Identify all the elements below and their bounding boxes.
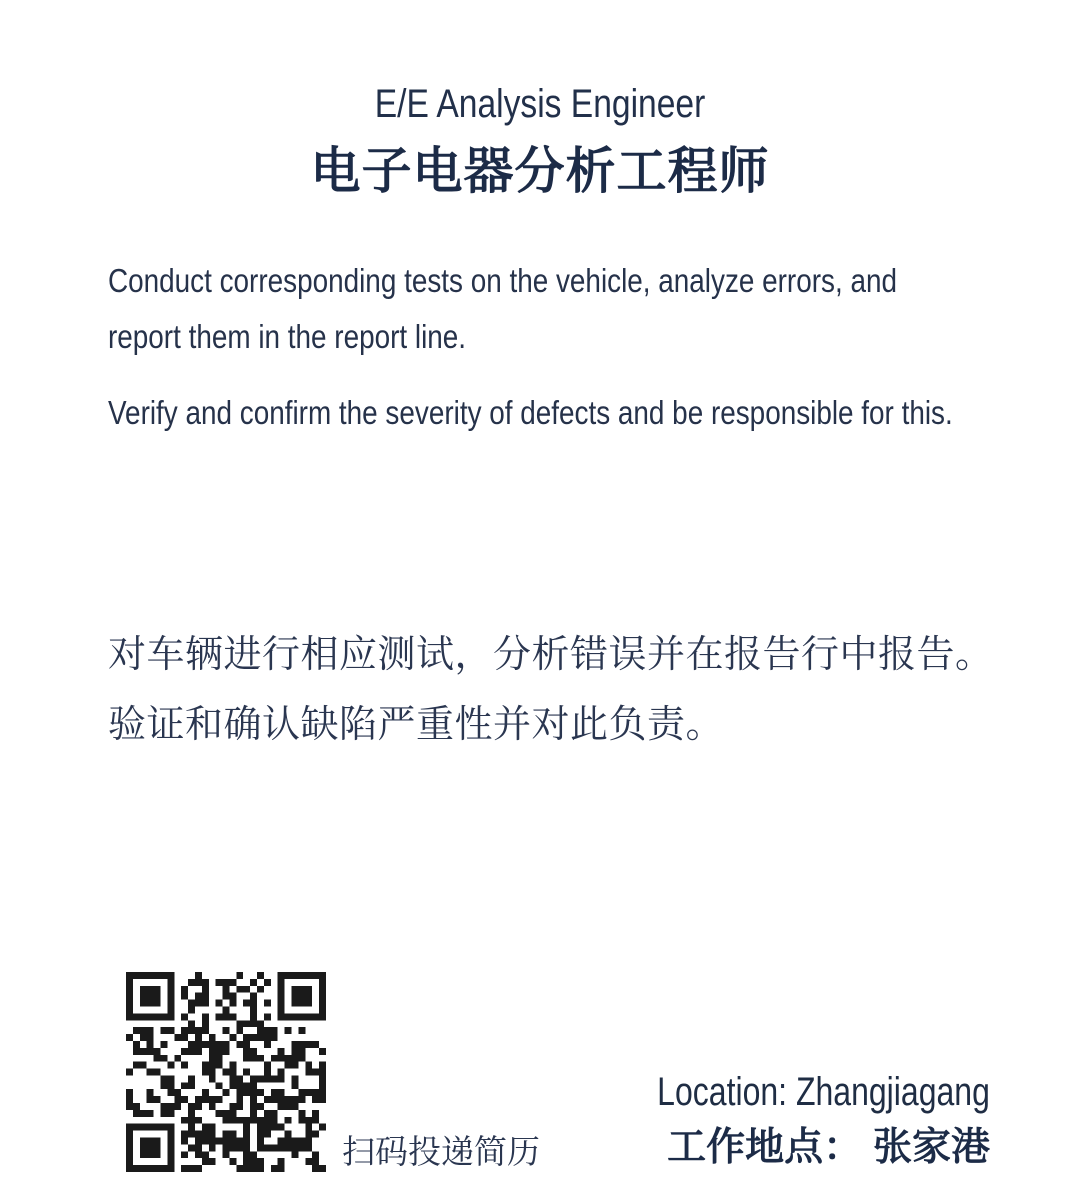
description-zh-paragraph-1: 对车辆进行相应测试，分析错误并在报告行中报告。 [108, 634, 994, 676]
qr-caption: 扫码投递简历 [342, 1133, 540, 1170]
description-zh-paragraph-2: 验证和确认缺陷严重性并对此负责。 [108, 704, 725, 746]
qr-code-graphic [126, 972, 326, 1172]
qr-code-icon[interactable] [126, 972, 326, 1172]
location-english: Location: Zhangjiagang [657, 1070, 990, 1114]
job-title-english: E/E Analysis Engineer [374, 82, 706, 126]
job-title-chinese: 电子电器分析工程师 [310, 143, 770, 199]
description-en-paragraph-2: Verify and confirm the severity of defects and be responsible for this. [108, 394, 953, 431]
location-chinese: 工作地点： 张家港 [667, 1126, 990, 1169]
description-en-paragraph-1: Conduct corresponding tests on the vehicle, analyze errors, and report them in the report line. [108, 262, 897, 355]
